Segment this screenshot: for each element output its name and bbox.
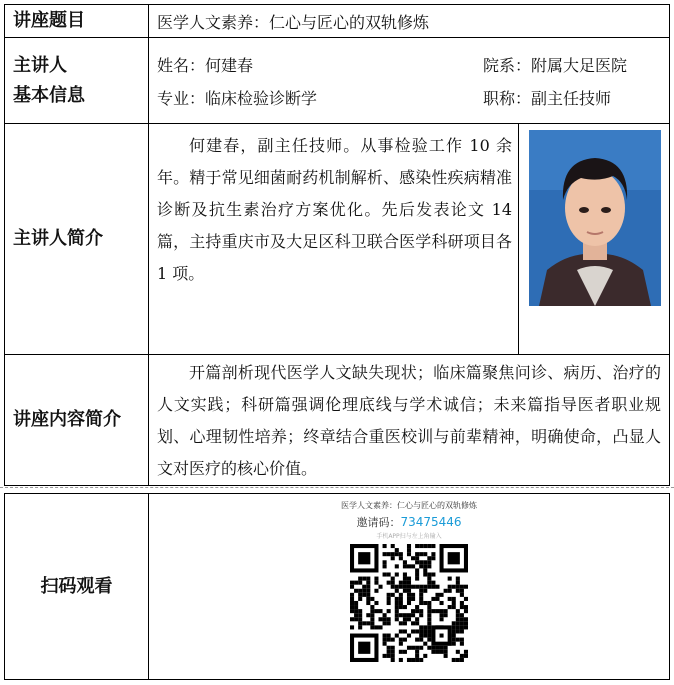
title-label: 职称：	[483, 88, 532, 108]
speaker-info-label-line2: 基本信息	[13, 84, 85, 106]
scan-label: 扫码观看	[5, 494, 149, 680]
bio-text: 何建春，副主任技师。从事检验工作 10 余年。精于常见细菌耐药机制解析、感染性疾病精准诊断及抗生素治疗方案优化。先后发表论文 14 篇，主持重庆市及大足区科卫联合医学科研项目各 1 项。	[157, 136, 512, 283]
department-field	[483, 53, 669, 76]
page-divider	[0, 487, 674, 488]
scan-cell	[149, 494, 670, 680]
speaker-photo	[529, 130, 661, 306]
photo-cell	[518, 124, 669, 354]
topic-value: 医学人文素养：仁心与匠心的双轨修炼	[149, 5, 670, 38]
name-field	[157, 53, 483, 76]
scan-table	[4, 493, 670, 680]
title-field	[483, 86, 669, 109]
qr-hint: 手机APP扫与左上角输入	[376, 533, 442, 540]
speaker-info-label	[5, 38, 149, 124]
invite-label: 邀请码：	[356, 516, 401, 529]
title-value: 副主任技师	[531, 88, 612, 108]
speaker-info-label-line1: 主讲人	[13, 54, 67, 76]
name-value: 何建春	[205, 55, 254, 75]
bio-cell	[149, 124, 670, 355]
summary-text: 开篇剖析现代医学人文缺失现状；临床篇聚焦问诊、病历、治疗的人文实践；科研篇强调伦理底线与学术诚信；未来篇指导医者职业规划、心理韧性培养；终章结合重医校训与前辈精神，明确使命，凸显人文对医疗的核心价值。	[157, 363, 661, 478]
qr-code[interactable]	[350, 544, 468, 662]
summary-cell	[149, 355, 670, 486]
speaker-info-cell	[149, 38, 670, 124]
department-label: 院系：	[483, 55, 532, 75]
name-label: 姓名：	[157, 55, 206, 75]
major-label: 专业：	[157, 88, 206, 108]
major-field	[157, 86, 483, 109]
invite-line	[149, 514, 669, 530]
invite-code: 73475446	[400, 515, 462, 529]
topic-label: 讲座题目	[5, 5, 149, 38]
department-value: 附属大足医院	[531, 55, 628, 75]
lecture-info-table	[4, 4, 670, 486]
summary-label: 讲座内容简介	[5, 355, 149, 486]
qr-title: 医学人文素养：仁心与匠心的双轨修炼	[341, 501, 477, 510]
major-value: 临床检验诊断学	[205, 88, 318, 108]
bio-label: 主讲人简介	[5, 124, 149, 355]
speaker-portrait-image	[529, 130, 661, 306]
